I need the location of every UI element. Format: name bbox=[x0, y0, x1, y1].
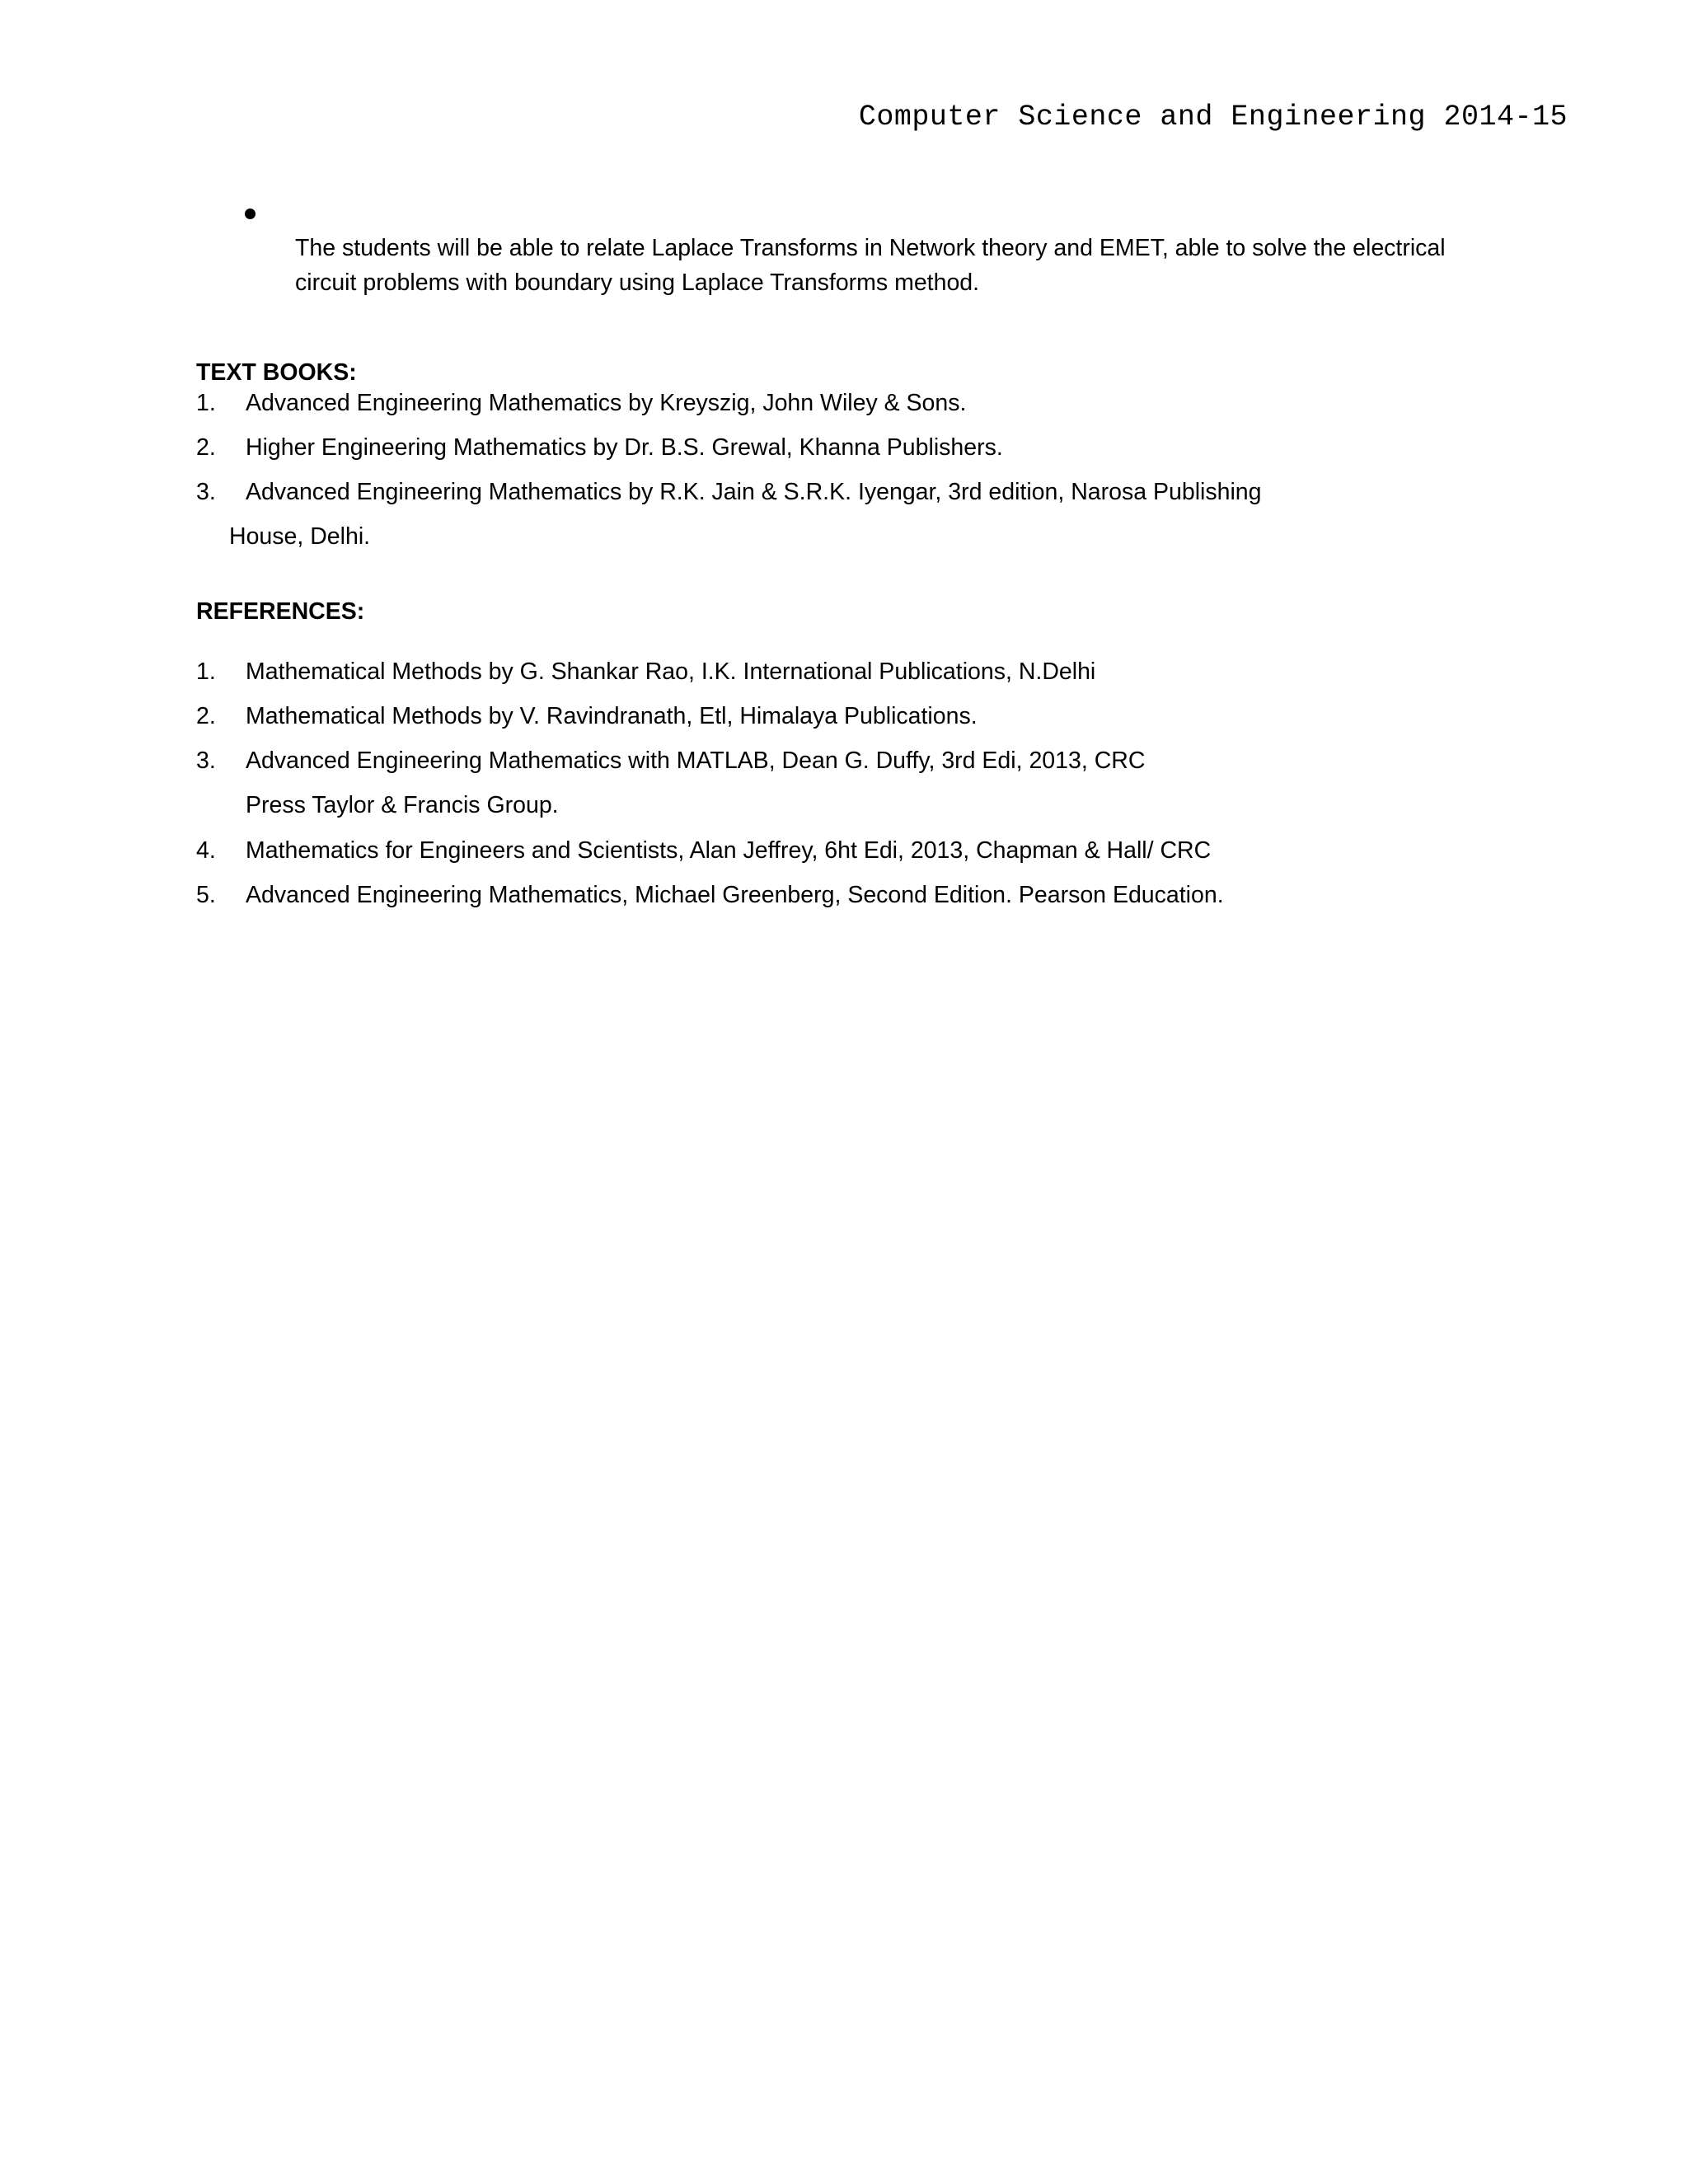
reference-text: Mathematical Methods by V. Ravindranath, Etl, Himalaya Publications. bbox=[246, 703, 978, 729]
reference-number: 1. bbox=[196, 658, 216, 685]
text-book-text: Advanced Engineering Mathematics by Kreyszig, John Wiley & Sons. bbox=[246, 390, 967, 416]
reference-text: Advanced Engineering Mathematics, Michael Greenberg, Second Edition. Pearson Education. bbox=[246, 882, 1224, 908]
reference-text: Mathematical Methods by G. Shankar Rao, I.K. International Publications, N.Delhi bbox=[246, 658, 1096, 685]
text-book-text: Advanced Engineering Mathematics by R.K. Jain & S.R.K. Iyengar, 3rd edition, Narosa Publishing bbox=[246, 479, 1262, 505]
reference-number: 2. bbox=[196, 703, 216, 729]
reference-item bbox=[196, 837, 1211, 865]
reference-number: 5. bbox=[196, 882, 216, 908]
page-header: Computer Science and Engineering 2014-15 bbox=[858, 101, 1568, 134]
bullet-icon bbox=[245, 209, 256, 219]
reference-number: 4. bbox=[196, 837, 216, 864]
reference-text: Advanced Engineering Mathematics with MATLAB, Dean G. Duffy, 3rd Edi, 2013, CRC bbox=[246, 748, 1146, 774]
course-outcome-item: The students will be able to relate Laplace Transforms in Network theory and EMET, able to solve the electrical circuit problems with boundary using Laplace Transforms method. bbox=[295, 235, 1446, 296]
text-book-continuation: House, Delhi. bbox=[229, 523, 371, 550]
references-heading: REFERENCES: bbox=[196, 598, 365, 625]
text-book-text: Higher Engineering Mathematics by Dr. B.S. Grewal, Khanna Publishers. bbox=[246, 434, 1003, 461]
text-book-item bbox=[196, 390, 966, 417]
text-book-number: 1. bbox=[196, 390, 216, 416]
reference-number: 3. bbox=[196, 748, 216, 774]
text-book-number: 2. bbox=[196, 434, 216, 461]
reference-item bbox=[196, 703, 978, 730]
text-book-item bbox=[196, 479, 1262, 506]
text-book-item bbox=[196, 434, 1003, 462]
reference-text: Mathematics for Engineers and Scientists, Alan Jeffrey, 6ht Edi, 2013, Chapman & Hall/ CRC bbox=[246, 837, 1212, 864]
text-book-number: 3. bbox=[196, 479, 216, 505]
reference-item bbox=[196, 882, 1224, 909]
reference-item bbox=[196, 658, 1095, 686]
text-books-heading: TEXT BOOKS: bbox=[196, 359, 357, 386]
reference-continuation: Press Taylor & Francis Group. bbox=[246, 792, 559, 818]
reference-item bbox=[196, 748, 1145, 775]
